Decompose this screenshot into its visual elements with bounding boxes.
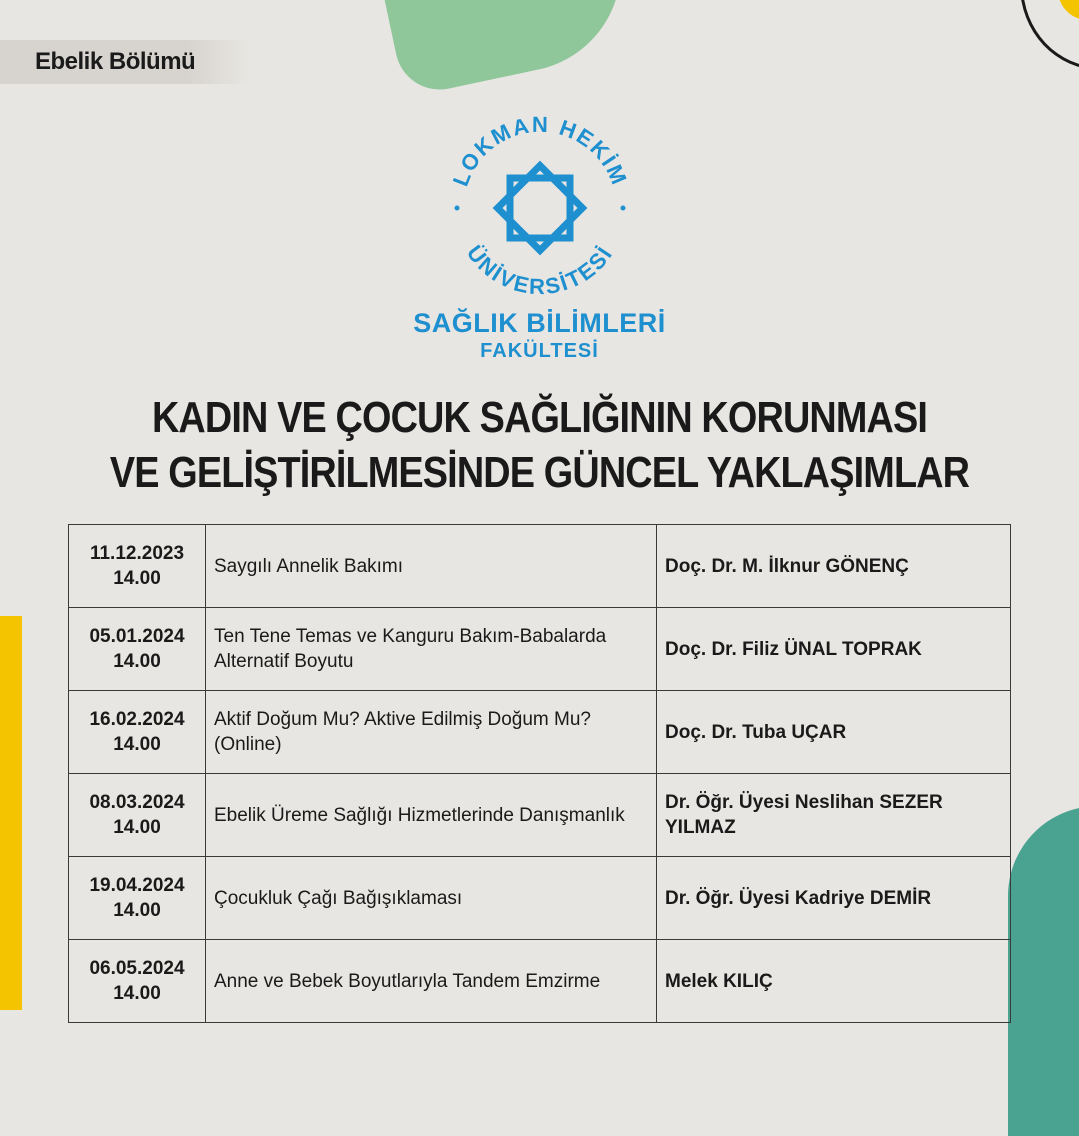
schedule-date: 16.02.2024 — [89, 709, 185, 730]
schedule-time: 14.00 — [113, 983, 161, 1004]
schedule-date: 05.01.2024 — [89, 626, 185, 647]
schedule-date-cell — [69, 608, 206, 691]
schedule-date-cell — [69, 525, 206, 608]
schedule-row — [69, 608, 1011, 691]
university-logo — [440, 108, 640, 308]
schedule-topic: Çocukluk Çağı Bağışıklaması — [206, 857, 657, 940]
schedule-time: 14.00 — [113, 651, 161, 672]
schedule-topic: Ebelik Üreme Sağlığı Hizmetlerinde Danışmanlık — [206, 774, 657, 857]
schedule-speaker: Doç. Dr. M. İlknur GÖNENÇ — [657, 525, 1011, 608]
schedule-row — [69, 940, 1011, 1023]
schedule-speaker: Dr. Öğr. Üyesi Kadriye DEMİR — [657, 857, 1011, 940]
logo-ring-text-bottom: ÜNİVERSİTESİ — [461, 240, 618, 300]
decorative-yellow-bar — [0, 616, 22, 1010]
decorative-teal-shape — [1008, 806, 1079, 1136]
schedule-time: 14.00 — [113, 568, 161, 589]
schedule-date-cell — [69, 774, 206, 857]
schedule-speaker: Doç. Dr. Tuba UÇAR — [657, 691, 1011, 774]
schedule-date: 08.03.2024 — [89, 792, 185, 813]
decorative-ring — [1020, 0, 1079, 70]
schedule-speaker: Doç. Dr. Filiz ÜNAL TOPRAK — [657, 608, 1011, 691]
schedule-time: 14.00 — [113, 734, 161, 755]
event-title-line1: KADIN VE ÇOCUK SAĞLIĞININ KORUNMASI — [151, 393, 928, 442]
schedule-table — [68, 524, 1011, 1023]
schedule-row — [69, 525, 1011, 608]
schedule-date-cell — [69, 857, 206, 940]
department-label: Ebelik Bölümü — [35, 48, 196, 75]
schedule-date: 11.12.2023 — [89, 543, 185, 564]
schedule-topic: Saygılı Annelik Bakımı — [206, 525, 657, 608]
department-tag — [0, 40, 250, 84]
schedule-speaker: Dr. Öğr. Üyesi Neslihan SEZER YILMAZ — [657, 774, 1011, 857]
schedule-topic: Anne ve Bebek Boyutlarıyla Tandem Emzirme — [206, 940, 657, 1023]
event-title-line2: VE GELİŞTİRİLMESİNDE GÜNCEL YAKLAŞIMLAR — [109, 448, 970, 497]
schedule-row — [69, 857, 1011, 940]
logo-ring-text-top: LOKMAN HEKİM — [447, 111, 633, 190]
schedule-speaker: Melek KILIÇ — [657, 940, 1011, 1023]
schedule-date: 19.04.2024 — [89, 875, 185, 896]
faculty-name-line2: FAKÜLTESİ — [480, 340, 599, 362]
decorative-green-shape — [384, 0, 640, 98]
schedule-row — [69, 691, 1011, 774]
schedule-topic: Aktif Doğum Mu? Aktive Edilmiş Doğum Mu? (Online) — [206, 691, 657, 774]
schedule-date: 06.05.2024 — [89, 958, 185, 979]
schedule-topic: Ten Tene Temas ve Kanguru Bakım-Babalarda Alternatif Boyutu — [206, 608, 657, 691]
faculty-name-line1: SAĞLIK BİLİMLERİ — [413, 308, 666, 338]
schedule-time: 14.00 — [113, 900, 161, 921]
schedule-row — [69, 774, 1011, 857]
schedule-date-cell — [69, 691, 206, 774]
logo-star-icon — [498, 166, 583, 251]
schedule-time: 14.00 — [113, 817, 161, 838]
schedule-date-cell — [69, 940, 206, 1023]
